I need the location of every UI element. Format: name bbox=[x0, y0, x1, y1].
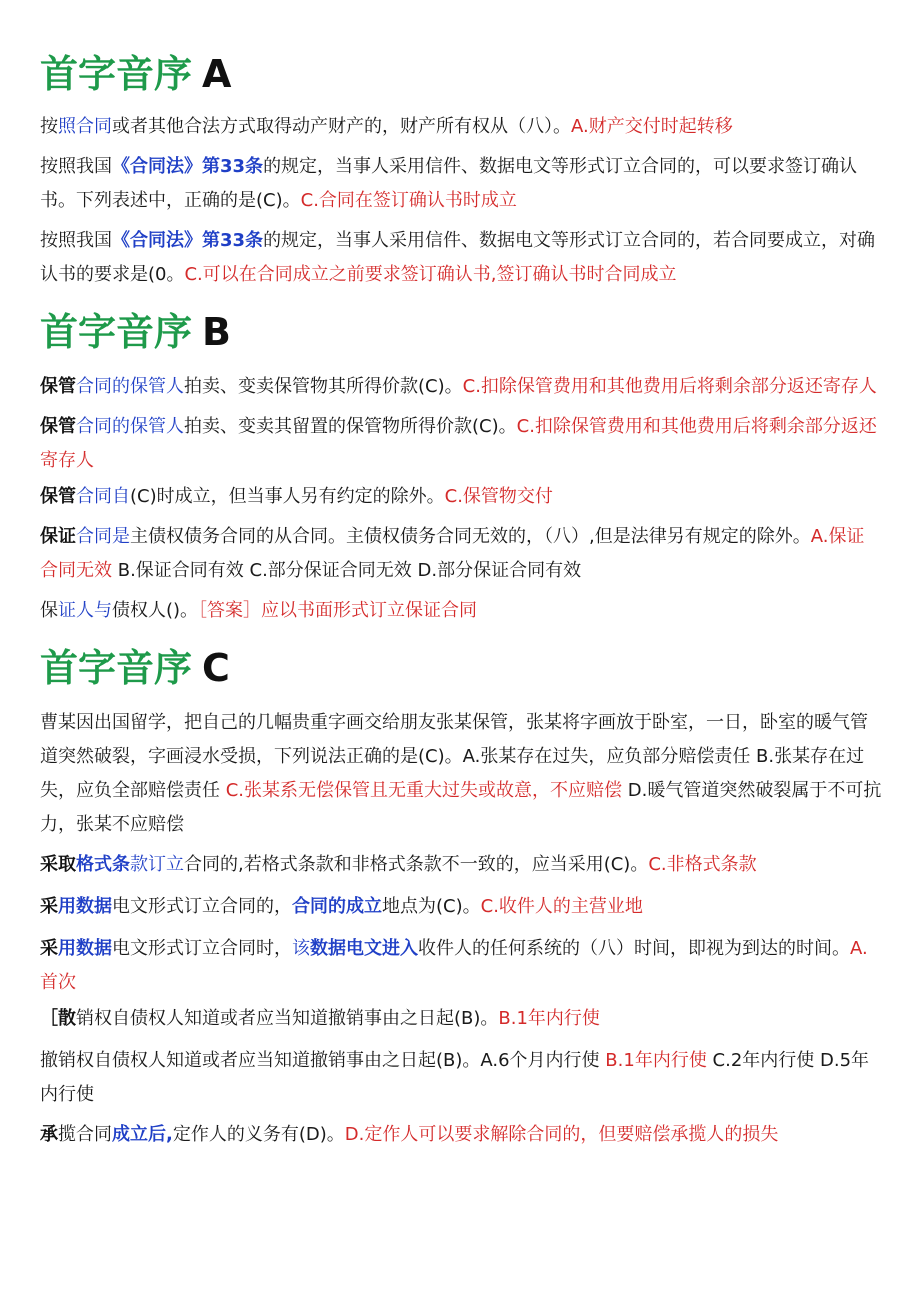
highlight-text: 合同的保管人 bbox=[76, 416, 184, 437]
keyword-text: 采 bbox=[40, 938, 58, 959]
answer-text: A.首次 bbox=[40, 938, 868, 993]
text-run: 定作人的义务有(D)。 bbox=[172, 1124, 345, 1145]
answer-text: D.定作人可以要求解除合同的，但要赔偿承揽人的损失 bbox=[344, 1124, 779, 1145]
answer-text: C.扣除保管费用和其他费用后将剩余部分返还寄存人 bbox=[462, 376, 877, 397]
answer-text: C.张某系无偿保管且无重大过失或故意，不应赔偿 bbox=[225, 780, 623, 801]
highlight-keyword-text: 《合同法》第33条 bbox=[112, 156, 264, 177]
section-letter: A bbox=[202, 52, 232, 96]
text-run: 拍卖、变卖保管物其所得价款(C)。 bbox=[184, 376, 463, 397]
answer-text: C.扣除保管费用和其他费用后将剩余部分返还寄存人 bbox=[40, 416, 877, 471]
text-run: 的规定，当事人采用信件、数据电文等形式订立合同的，可以要求签订确认书。下列表述中，正确的是(C)。 bbox=[40, 156, 858, 211]
text-run: 销权自债权人知道或者应当知道撤销事由之日起(B)。 bbox=[76, 1008, 499, 1029]
highlight-keyword-text: 格式条 bbox=[76, 854, 130, 875]
highlight-text: 照合同 bbox=[58, 116, 112, 137]
text-run: 地点为(C)。 bbox=[382, 896, 481, 917]
answer-text: B.1年内行使 bbox=[498, 1008, 600, 1029]
text-run: 曹某因出国留学，把自己的几幅贵重字画交给朋友张某保管，张某将字画放于卧室，一日，卧室的暖气管道突然破裂，字画浸水受损，下列说法正确的是(C)。A.张某存在过失，应负部分赔偿责任 B.张某存在过失，应负全部赔偿责任 bbox=[40, 712, 868, 801]
entry-paragraph bbox=[40, 150, 882, 218]
text-run: 揽合同 bbox=[58, 1124, 112, 1145]
entry-paragraph bbox=[40, 110, 882, 144]
section-letter: B bbox=[202, 310, 231, 354]
highlight-keyword-text: 合同的成立 bbox=[292, 896, 382, 917]
section-letter: C bbox=[202, 646, 230, 690]
section-heading-a bbox=[40, 52, 882, 96]
highlight-text: 该 bbox=[292, 938, 310, 959]
text-run: 按照我国 bbox=[40, 230, 112, 251]
entry-paragraph bbox=[40, 932, 882, 1000]
entry-paragraph bbox=[40, 370, 882, 404]
keyword-text: 保管 bbox=[40, 486, 76, 507]
highlight-keyword-text: 用数据 bbox=[58, 938, 112, 959]
text-run: B.保证合同有效 C.部分保证合同无效 D.部分保证合同有效 bbox=[112, 560, 582, 581]
highlight-keyword-text: 成立后, bbox=[112, 1124, 173, 1145]
entry-paragraph bbox=[40, 594, 882, 628]
text-run: C.2年内行使 D.5年内行使 bbox=[40, 1050, 870, 1105]
text-run: 的规定，当事人采用信件、数据电文等形式订立合同的，若合同要成立，对确认书的要求是(0。 bbox=[40, 230, 876, 285]
keyword-text: 采取 bbox=[40, 854, 76, 875]
keyword-text: 保管 bbox=[40, 376, 76, 397]
text-run: 债权人()。 bbox=[112, 600, 199, 621]
keyword-text: 保证 bbox=[40, 526, 76, 547]
section-title: 首字音序 bbox=[40, 646, 193, 690]
entry-paragraph bbox=[40, 848, 882, 882]
text-run: 合同的,若格式条款和非格式条款不一致的，应当采用(C)。 bbox=[184, 854, 649, 875]
text-run: 收件人的任何系统的（八）时间，即视为到达的时间。 bbox=[418, 938, 850, 959]
answer-text: C.收件人的主营业地 bbox=[480, 896, 643, 917]
keyword-text: 保管 bbox=[40, 416, 76, 437]
highlight-text: 合同自 bbox=[76, 486, 130, 507]
entry-paragraph bbox=[40, 520, 882, 588]
text-run: 电文形式订立合同时， bbox=[112, 938, 292, 959]
highlight-keyword-text: 数据电文进入 bbox=[310, 938, 418, 959]
text-run: (C)时成立，但当事人另有约定的除外。 bbox=[130, 486, 445, 507]
answer-text: C.保管物交付 bbox=[444, 486, 553, 507]
text-run: 保 bbox=[40, 600, 58, 621]
entry-paragraph bbox=[40, 224, 882, 292]
text-run: 撤销权自债权人知道或者应当知道撤销事由之日起(B)。A.6个月内行使 bbox=[40, 1050, 606, 1071]
text-run: 或者其他合法方式取得动产财产的，财产所有权从（八）。 bbox=[112, 116, 571, 137]
keyword-text: 采 bbox=[40, 896, 58, 917]
entry-paragraph bbox=[40, 410, 882, 478]
section-title: 首字音序 bbox=[40, 310, 193, 354]
highlight-keyword-text: 《合同法》第33条 bbox=[112, 230, 264, 251]
answer-text: B.1年内行使 bbox=[605, 1050, 707, 1071]
highlight-text: 合同是 bbox=[76, 526, 130, 547]
document bbox=[40, 44, 882, 1152]
entry-paragraph bbox=[40, 1002, 882, 1036]
entry-paragraph bbox=[40, 890, 882, 924]
answer-text: ［答案］应以书面形式订立保证合同 bbox=[198, 600, 478, 621]
entry-paragraph bbox=[40, 706, 882, 842]
entry-paragraph bbox=[40, 480, 882, 514]
text-run: D.暖气管道突然破裂属于不可抗力，张某不应赔偿 bbox=[40, 780, 882, 835]
entry-paragraph bbox=[40, 1044, 882, 1112]
text-run: 主债权债务合同的从合同。主债权债务合同无效的，（八）,但是法律另有规定的除外。 bbox=[130, 526, 811, 547]
entry-paragraph bbox=[40, 1118, 882, 1152]
answer-text: C.合同在签订确认书时成立 bbox=[300, 190, 517, 211]
text-run: 按 bbox=[40, 116, 58, 137]
text-run: 拍卖、变卖其留置的保管物所得价款(C)。 bbox=[184, 416, 517, 437]
answer-text: C.非格式条款 bbox=[648, 854, 757, 875]
answer-text: A.财产交付时起转移 bbox=[571, 116, 733, 137]
keyword-text: 承 bbox=[40, 1124, 58, 1145]
highlight-text: 合同的保管人 bbox=[76, 376, 184, 397]
section-heading-c bbox=[40, 646, 882, 690]
answer-text: A.保证合同无效 bbox=[40, 526, 865, 581]
text-run: 电文形式订立合同的， bbox=[112, 896, 292, 917]
highlight-text: 款订立 bbox=[130, 854, 184, 875]
text-run: 按照我国 bbox=[40, 156, 112, 177]
highlight-text: 证人与 bbox=[58, 600, 112, 621]
section-title: 首字音序 bbox=[40, 52, 193, 96]
answer-text: C.可以在合同成立之前要求签订确认书,签订确认书时合同成立 bbox=[184, 264, 677, 285]
section-heading-b bbox=[40, 310, 882, 354]
highlight-keyword-text: 用数据 bbox=[58, 896, 112, 917]
keyword-text: ［散 bbox=[40, 1008, 76, 1029]
